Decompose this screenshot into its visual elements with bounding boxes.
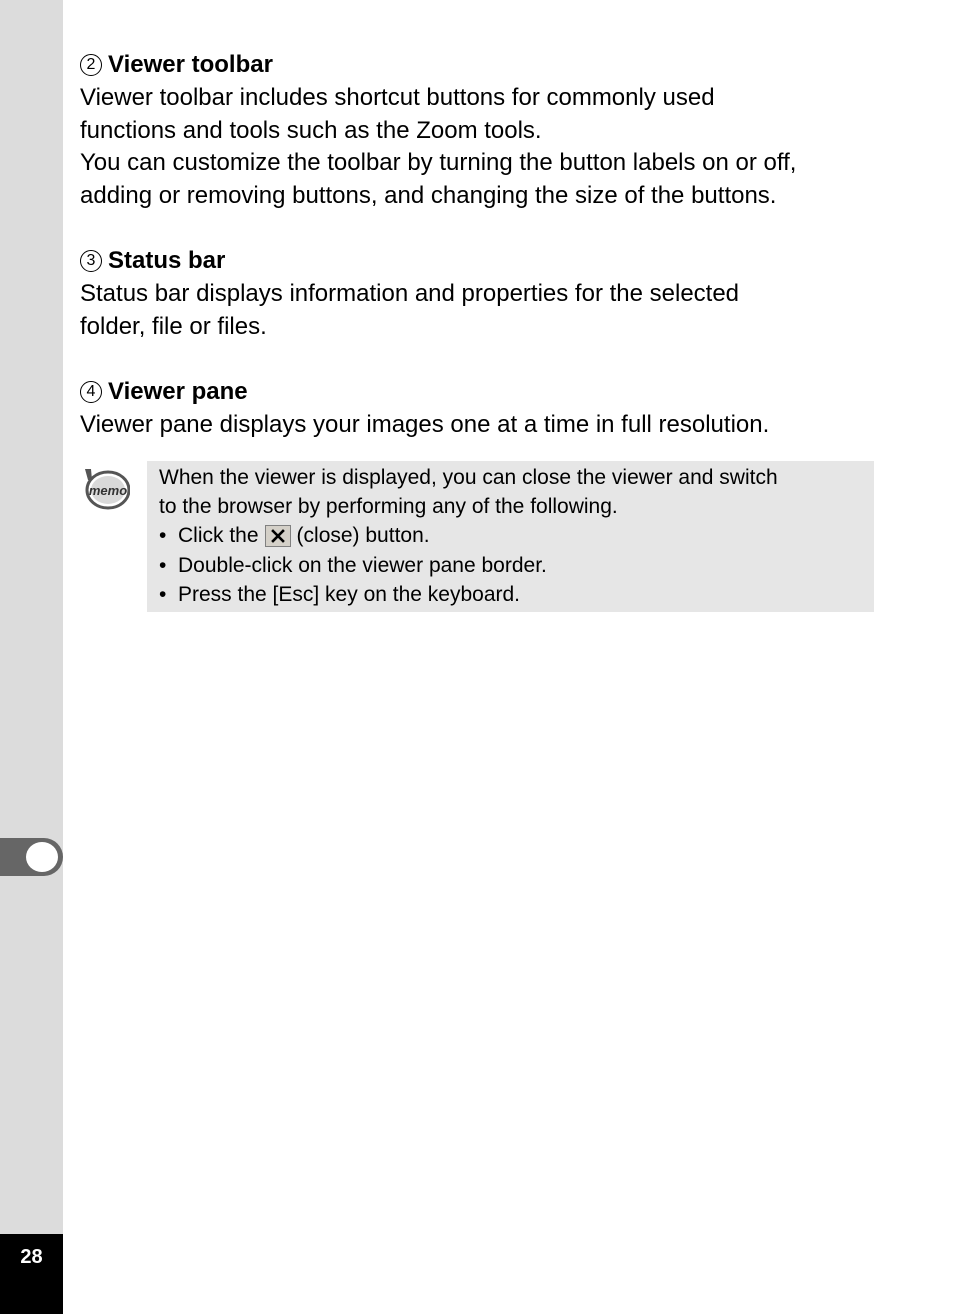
- close-icon: [265, 525, 291, 547]
- body-line: Viewer pane displays your images one at a time in full resolution.: [80, 411, 770, 438]
- memo-icon: [82, 466, 130, 512]
- chapter-marker-icon: [26, 842, 58, 872]
- section-body: [80, 278, 880, 343]
- section-heading: [80, 375, 880, 409]
- memo-box: [147, 461, 874, 612]
- body-line: folder, file or files.: [80, 312, 267, 340]
- circled-number: 3: [80, 250, 102, 272]
- section-body: [80, 82, 880, 212]
- memo-intro-line: When the viewer is displayed, you can close the viewer and switch: [159, 466, 778, 489]
- section-heading: [80, 244, 880, 278]
- section-title: Status bar: [108, 247, 226, 274]
- section-viewer-toolbar: [80, 48, 880, 212]
- memo-list-item: • Press the [Esc] key on the keyboard.: [159, 580, 864, 610]
- body-line: Status bar displays information and properties for the selected: [80, 280, 740, 307]
- side-strip: [0, 0, 63, 1314]
- section-body: [80, 409, 880, 442]
- section-viewer-pane: [80, 375, 880, 442]
- body-line: You can customize the toolbar by turning the button labels on or off,: [80, 149, 797, 176]
- body-line: Viewer toolbar includes shortcut buttons for commonly used: [80, 84, 715, 111]
- memo-list-item: • Double-click on the viewer pane border.: [159, 551, 864, 581]
- section-title: Viewer toolbar: [108, 51, 273, 78]
- main-content: [80, 48, 880, 474]
- page-number: 28: [20, 1246, 43, 1268]
- memo-intro-line: to the browser by performing any of the following.: [159, 495, 618, 518]
- section-heading: [80, 48, 880, 82]
- circled-number: 4: [80, 381, 102, 403]
- memo-list-item: • Click the (close) button.: [159, 521, 864, 551]
- circled-number: 2: [80, 54, 102, 76]
- section-status-bar: [80, 244, 880, 343]
- memo-list: [159, 521, 864, 610]
- svg-text:memo: memo: [88, 483, 128, 498]
- body-line: adding or removing buttons, and changing the size of the buttons.: [80, 181, 777, 209]
- section-title: Viewer pane: [108, 378, 248, 405]
- body-line: functions and tools such as the Zoom tools.: [80, 116, 542, 144]
